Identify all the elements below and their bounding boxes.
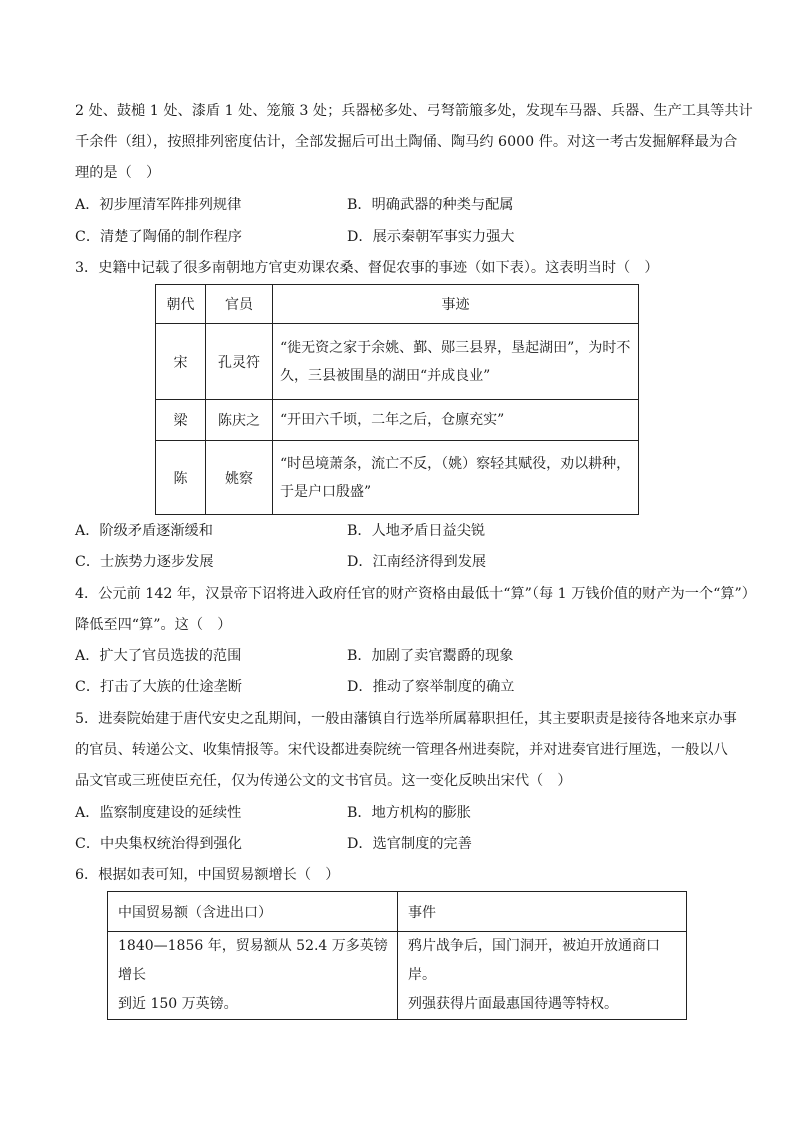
table-row (156, 400, 639, 441)
trade-line-1: 1840—1856 年，贸易额从 52.4 万多英镑增长 (118, 938, 388, 983)
q3-table (155, 284, 639, 515)
cell-dynasty: 陈 (156, 441, 206, 515)
cell-dynasty: 宋 (156, 324, 206, 400)
cell-deed (273, 441, 639, 515)
q5-option-b: B．地方机构的膨胀 (347, 805, 471, 821)
cell-event (398, 932, 687, 1020)
q3-stem: 3．史籍中记载了很多南朝地方官吏劝课农桑、督促农事的事迹（如下表）。这表明当时（ ） (75, 260, 659, 276)
q5-stem-line-3: 品文官或三班使臣充任，仅为传递公文的文书官员。这一变化反映出宋代（ ） (75, 773, 572, 789)
header-official: 官员 (206, 285, 273, 324)
q3-option-d: D．江南经济得到发展 (347, 554, 487, 570)
table-header-row (156, 285, 639, 324)
q6-table (107, 891, 687, 1020)
trade-line-2: 到近 150 万英镑。 (118, 996, 238, 1012)
cell-official: 孔灵符 (206, 324, 273, 400)
q4-option-d: D．推动了察举制度的确立 (347, 679, 515, 695)
header-deed: 事迹 (273, 285, 639, 324)
q2-option-d: D．展示秦朝军事实力强大 (347, 229, 515, 245)
header-dynasty: 朝代 (156, 285, 206, 324)
table-row (156, 441, 639, 515)
cell-official: 姚察 (206, 441, 273, 515)
table-row (108, 932, 687, 1020)
q3-option-a: A．阶级矛盾逐渐缓和 (75, 523, 213, 539)
q4-stem-line-1: 4．公元前 142 年，汉景帝下诏将进入政府任官的财产资格由最低十“算”（每 1 万钱价值的财产为一个“算”） (75, 586, 756, 602)
q4-option-c: C．打击了大族的仕途垄断 (75, 679, 242, 695)
q5-option-c: C．中央集权统治得到强化 (75, 836, 242, 852)
q5-stem-line-2: 的官员、转递公文、收集情报等。宋代设都进奏院统一管理各州进奏院，并对进奏官进行厘选，一般以八 (75, 742, 728, 758)
q3-option-c: C．士族势力逐步发展 (75, 554, 214, 570)
table-header-row (108, 892, 687, 932)
q2-option-c: C．清楚了陶俑的制作程序 (75, 229, 242, 245)
event-line-1: 鸦片战争后，国门洞开，被迫开放通商口岸。 (408, 938, 660, 983)
q2-stem-line-2: 千余件（组），按照排列密度估计，全部发掘后可出土陶俑、陶马约 6000 件。对这一考古发掘解释最为合 (75, 134, 738, 150)
q2-option-a: A．初步厘清军阵排列规律 (75, 197, 242, 213)
q4-option-a: A．扩大了官员选拔的范围 (75, 648, 242, 664)
deed-line-2: 于是户口殷盛” (280, 483, 372, 500)
header-event: 事件 (398, 892, 687, 932)
q4-stem-line-2: 降低至四“算”。这（ ） (75, 617, 232, 633)
q4-option-b: B．加剧了卖官鬻爵的现象 (347, 648, 514, 664)
q5-stem-line-1: 5．进奏院始建于唐代安史之乱期间，一般由藩镇自行选举所属幕职担任，其主要职责是接待各地来京办事 (75, 711, 737, 727)
q3-option-b: B．人地矛盾日益尖锐 (347, 523, 486, 539)
event-line-2: 列强获得片面最惠国待遇等特权。 (408, 996, 618, 1012)
cell-deed: “开田六千顷，二年之后，仓廪充实” (273, 400, 639, 441)
q2-stem-line-3: 理的是（ ） (75, 165, 161, 181)
cell-official: 陈庆之 (206, 400, 273, 441)
deed-line-1: “时邑境萧条，流亡不反，（姚）察轻其赋役，劝以耕种， (280, 455, 631, 472)
q6-stem: 6．根据如表可知，中国贸易额增长（ ） (75, 867, 340, 883)
q5-option-d: D．选官制度的完善 (347, 836, 472, 852)
deed-line-2: 久，三县被围垦的湖田“并成良业” (280, 367, 491, 384)
q2-stem-line-1: 2 处、鼓槌 1 处、漆盾 1 处、笼箙 3 处；兵器柲多处、弓弩箭箙多处，发现车马器、兵器、生产工具等共计 (75, 103, 753, 119)
header-trade-volume: 中国贸易额（含进出口） (108, 892, 398, 932)
deed-line-1: “徙无资之家于余姚、鄞、郧三县界，垦起湖田”，为时不 (280, 339, 631, 356)
cell-deed (273, 324, 639, 400)
cell-dynasty: 梁 (156, 400, 206, 441)
q2-option-b: B．明确武器的种类与配属 (347, 197, 514, 213)
cell-trade-volume (108, 932, 398, 1020)
q5-option-a: A．监察制度建设的延续性 (75, 805, 242, 821)
table-row (156, 324, 639, 400)
